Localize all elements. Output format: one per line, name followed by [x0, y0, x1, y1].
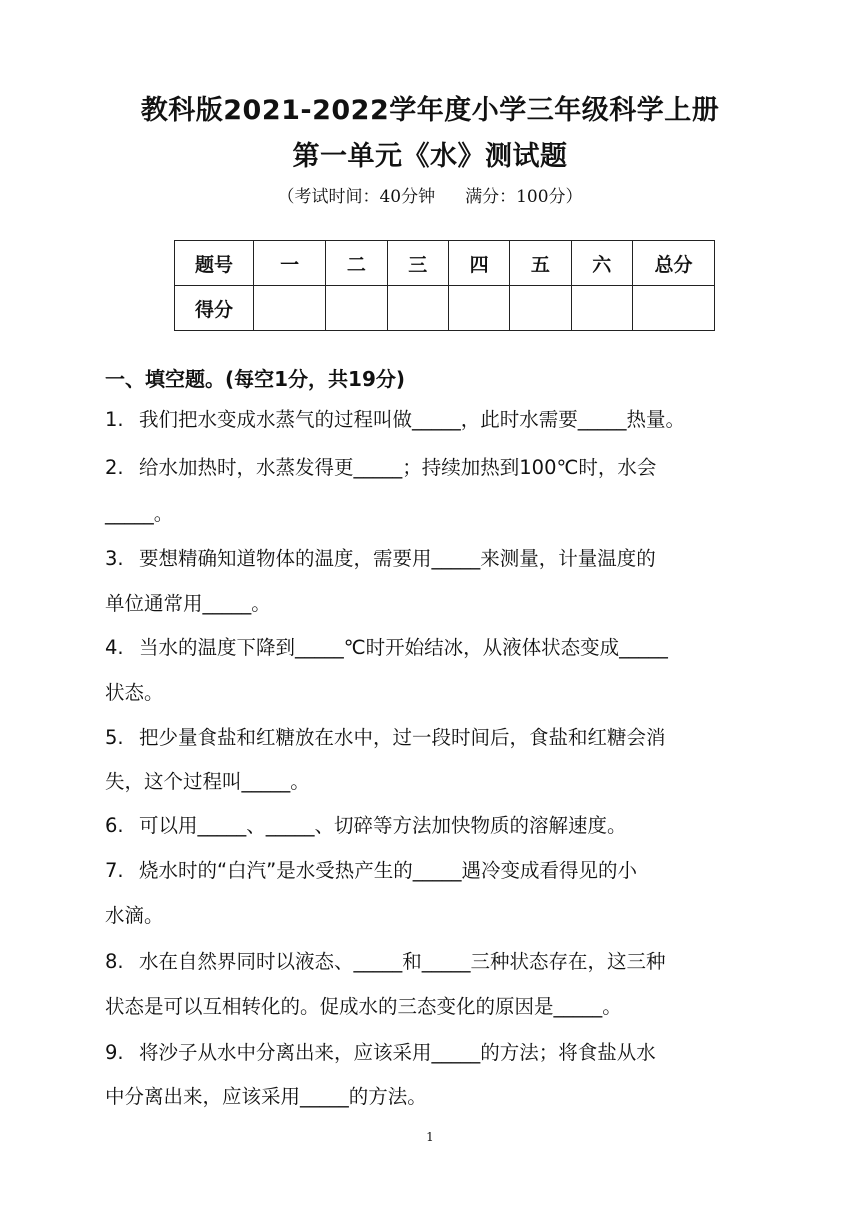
question-number: 3. — [105, 547, 124, 570]
question-text: 水在自然界同时以液态、_____和_____三种状态存在，这三种 — [139, 950, 666, 973]
question-number: 6. — [105, 814, 124, 837]
question-number: 5. — [105, 726, 124, 749]
question-5 — [105, 724, 666, 752]
score-table-cell: 得分 — [175, 286, 254, 331]
question-6 — [105, 812, 627, 840]
score-table-cell: 三 — [387, 241, 448, 286]
page-number: 1 — [426, 1130, 434, 1144]
question-7-continued: 水滴。 — [105, 904, 164, 927]
exam-time: （考试时间：40分钟 — [277, 187, 436, 207]
page-title-line1: 教科版2021-2022学年度小学三年级科学上册 — [140, 95, 720, 126]
question-2 — [105, 454, 656, 482]
score-input-cell — [571, 286, 632, 331]
score-input-cell — [387, 286, 448, 331]
page-title-line2: 第一单元《水》测试题 — [292, 141, 568, 172]
question-text: 可以用_____、_____、切碎等方法加快物质的溶解速度。 — [139, 814, 627, 837]
score-table-score-row — [175, 286, 715, 331]
question-number: 2. — [105, 456, 124, 479]
score-input-cell — [632, 286, 714, 331]
question-7 — [105, 857, 637, 885]
question-number: 9. — [105, 1041, 124, 1064]
exam-info — [0, 182, 860, 207]
score-input-cell — [448, 286, 509, 331]
score-table-cell: 总分 — [632, 241, 714, 286]
question-text: 把少量食盐和红糖放在水中，过一段时间后，食盐和红糖会消 — [139, 726, 666, 749]
question-9-continued: 中分离出来，应该采用_____的方法。 — [105, 1085, 427, 1108]
question-number: 1. — [105, 408, 124, 431]
question-4 — [105, 634, 668, 662]
score-table-cell: 一 — [254, 241, 326, 286]
section-heading: 一、填空题。(每空1分，共19分) — [105, 367, 406, 391]
score-input-cell — [510, 286, 571, 331]
question-text: 给水加热时，水蒸发得更_____；持续加热到100℃时，水会 — [139, 456, 657, 479]
question-number: 7. — [105, 859, 124, 882]
question-2-continued: _____。 — [105, 502, 174, 525]
score-input-cell — [326, 286, 387, 331]
full-score: 满分：100分） — [465, 187, 583, 207]
question-5-continued: 失，这个过程叫_____。 — [105, 770, 310, 793]
question-number: 8. — [105, 950, 124, 973]
question-text: 我们把水变成水蒸气的过程叫做_____，此时水需要_____热量。 — [139, 408, 686, 431]
question-3 — [105, 545, 656, 573]
score-table-header-row — [175, 241, 715, 286]
score-table-cell: 四 — [448, 241, 509, 286]
question-1 — [105, 406, 685, 434]
score-table — [174, 240, 715, 331]
score-table-cell: 题号 — [175, 241, 254, 286]
question-8-continued: 状态是可以互相转化的。促成水的三态变化的原因是_____。 — [105, 995, 622, 1018]
question-text: 要想精确知道物体的温度，需要用_____来测量，计量温度的 — [139, 547, 656, 570]
question-8 — [105, 948, 666, 976]
question-3-continued: 单位通常用_____。 — [105, 592, 271, 615]
question-number: 4. — [105, 636, 124, 659]
question-9 — [105, 1039, 656, 1067]
question-4-continued: 状态。 — [105, 681, 164, 704]
score-input-cell — [254, 286, 326, 331]
question-text: 将沙子从水中分离出来，应该采用_____的方法；将食盐从水 — [139, 1041, 656, 1064]
score-table-cell: 五 — [510, 241, 571, 286]
score-table-cell: 六 — [571, 241, 632, 286]
question-text: 烧水时的“白汽”是水受热产生的_____遇冷变成看得见的小 — [139, 859, 637, 882]
score-table-cell: 二 — [326, 241, 387, 286]
question-text: 当水的温度下降到_____℃时开始结冰，从液体状态变成_____ — [139, 636, 668, 659]
